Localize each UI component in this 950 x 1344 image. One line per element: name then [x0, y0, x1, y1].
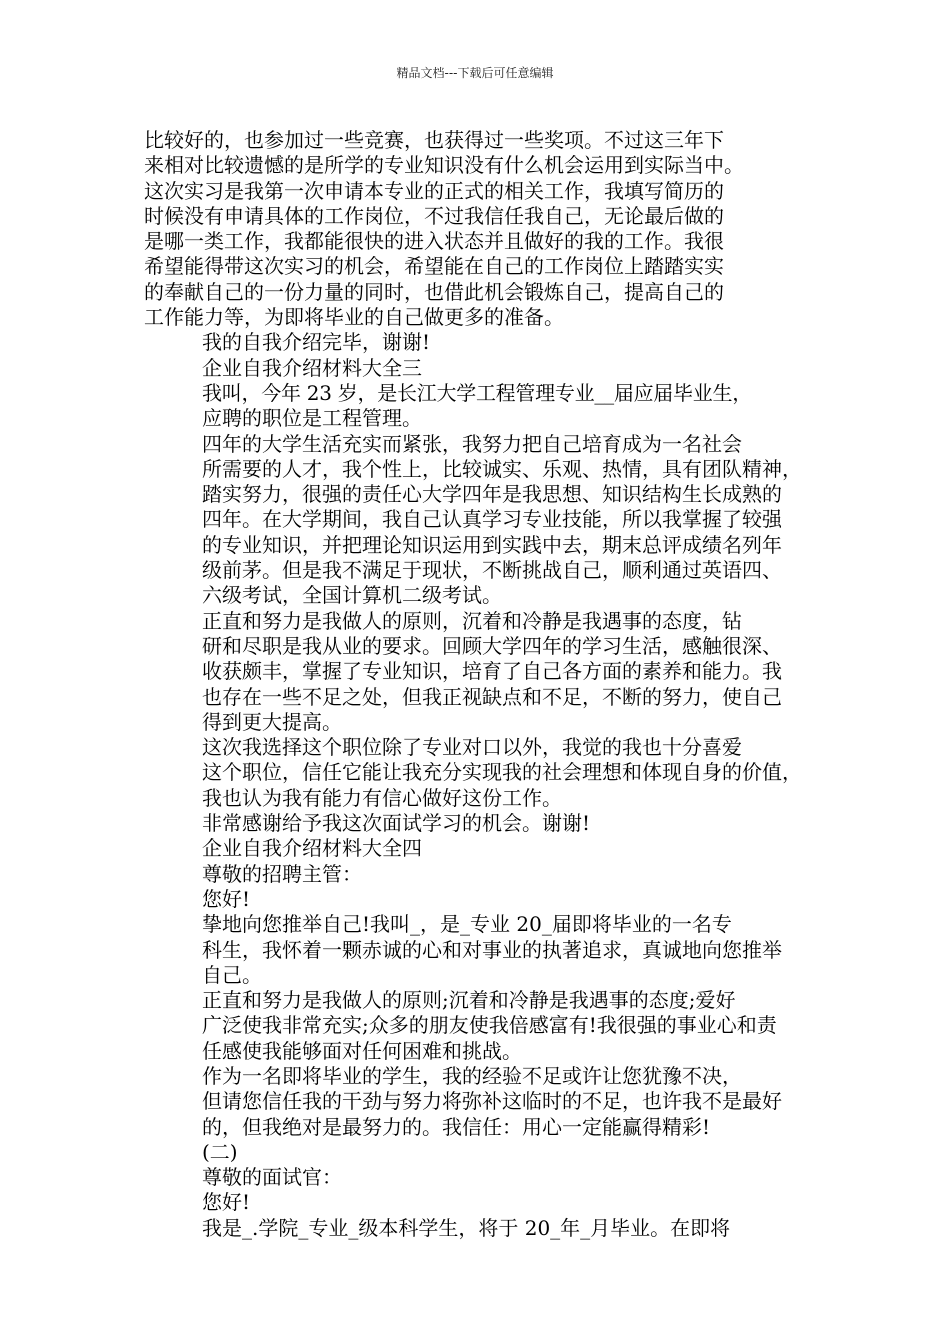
- text-line: 我的自我介绍完毕，谢谢!: [202, 330, 431, 355]
- paragraph: [144, 887, 810, 912]
- text-line: 但请您信任我的干劲与努力将弥补这临时的不足，也许我不是最好: [202, 1089, 782, 1114]
- text-line: 来相对比较遗憾的是所学的专业知识没有什么机会运用到实际当中。: [144, 153, 744, 178]
- text-line: 应聘的职位是工程管理。: [202, 406, 422, 431]
- text-line: 级前茅。但是我不满足于现状，不断挑战自己，顺利通过英语四、: [202, 558, 782, 583]
- paragraph: [144, 1140, 810, 1165]
- text-line: 四年。在大学期间，我自己认真学习专业技能，所以我掌握了较强: [202, 507, 782, 532]
- text-line: 我叫，今年 23 岁，是长江大学工程管理专业__届应届毕业生，: [202, 380, 752, 405]
- paragraph: [144, 811, 810, 836]
- text-line: 自己。: [202, 962, 262, 987]
- text-line: 的，但我绝对是最努力的。我信任：用心一定能赢得精彩!: [202, 1114, 711, 1139]
- text-line: 这个职位，信任它能让我充分实现我的社会理想和体现自身的价值，: [202, 760, 802, 785]
- text-line: 也存在一些不足之处，但我正视缺点和不足，不断的努力，使自己: [202, 684, 782, 709]
- paragraph: [144, 609, 810, 735]
- text-line: 广泛使我非常充实;众多的朋友使我倍感富有!我很强的事业心和责: [202, 1013, 777, 1038]
- text-line: 尊敬的面试官：: [202, 1165, 342, 1190]
- paragraph: [144, 735, 810, 811]
- text-line: 这次我选择这个职位除了专业对口以外，我觉的我也十分喜爱: [202, 735, 742, 760]
- document-body: [144, 128, 810, 1241]
- text-line: 我也认为我有能力有信心做好这份工作。: [202, 785, 562, 810]
- text-line: 比较好的，也参加过一些竞赛，也获得过一些奖项。不过这三年下: [144, 128, 724, 152]
- text-line: 所需要的人才，我个性上，比较诚实、乐观、热情，具有团队精神，: [202, 456, 802, 481]
- text-line: 收获颇丰，掌握了专业知识，培育了自己各方面的素养和能力。我: [202, 659, 782, 684]
- paragraph: [144, 836, 810, 861]
- paragraph: [144, 1165, 810, 1190]
- paragraph: [144, 432, 810, 609]
- paragraph: [144, 988, 810, 1064]
- text-line: 企业自我介绍材料大全三: [202, 355, 422, 380]
- text-line: 挚地向您推举自己!我叫_，是_专业 20_届即将毕业的一名专: [202, 912, 732, 937]
- text-line: 工作能力等，为即将毕业的自己做更多的准备。: [144, 305, 564, 330]
- text-line: 您好!: [202, 1190, 251, 1215]
- text-line: 正直和努力是我做人的原则;沉着和冷静是我遇事的态度;爱好: [202, 988, 736, 1013]
- text-line: (二): [202, 1139, 238, 1164]
- text-line: 六级考试，全国计算机二级考试。: [202, 583, 502, 608]
- text-line: 您好!: [202, 886, 251, 911]
- text-line: 我是_.学院_专业_级本科学生，将于 20_年_月毕业。在即将: [202, 1215, 731, 1240]
- paragraph: [144, 1064, 810, 1140]
- paragraph: [144, 1190, 810, 1215]
- text-line: 科生，我怀着一颗赤诚的心和对事业的执著追求，真诚地向您推举: [202, 937, 782, 962]
- text-line: 是哪一类工作，我都能很快的进入状态并且做好的我的工作。我很: [144, 229, 724, 254]
- paragraph: [144, 356, 810, 381]
- text-line: 任感使我能够面对任何困难和挑战。: [202, 1038, 522, 1063]
- text-line: 非常感谢给予我这次面试学习的机会。谢谢!: [202, 811, 591, 836]
- text-line: 四年的大学生活充实而紧张，我努力把自己培育成为一名社会: [202, 431, 742, 456]
- text-line: 作为一名即将毕业的学生，我的经验不足或许让您犹豫不决，: [202, 1063, 742, 1088]
- text-line: 尊敬的招聘主管：: [202, 861, 362, 886]
- text-line: 得到更大提高。: [202, 709, 342, 734]
- text-line: 希望能得带这次实习的机会，希望能在自己的工作岗位上踏踏实实: [144, 254, 724, 279]
- paragraph: [144, 1216, 810, 1241]
- paragraph: [144, 381, 810, 432]
- text-line: 这次实习是我第一次申请本专业的正式的相关工作，我填写简历的: [144, 178, 724, 203]
- text-line: 的奉献自己的一份力量的同时，也借此机会锻炼自己，提高自己的: [144, 279, 724, 304]
- page-header: 精品文档---下载后可任意编辑: [396, 66, 554, 80]
- paragraph: [144, 330, 810, 355]
- text-line: 研和尽职是我从业的要求。回顾大学四年的学习生活，感触很深、: [202, 633, 782, 658]
- text-line: 正直和努力是我做人的原则，沉着和冷静是我遇事的态度，钻: [202, 608, 742, 633]
- paragraph: [144, 862, 810, 887]
- paragraph: [144, 912, 810, 988]
- text-line: 的专业知识，并把理论知识运用到实践中去，期末总评成绩名列年: [202, 532, 782, 557]
- paragraph: [144, 128, 810, 330]
- text-line: 企业自我介绍材料大全四: [202, 836, 422, 861]
- text-line: 时候没有申请具体的工作岗位，不过我信任我自己，无论最后做的: [144, 203, 724, 228]
- text-line: 踏实努力，很强的责任心大学四年是我思想、知识结构生长成熟的: [202, 482, 782, 507]
